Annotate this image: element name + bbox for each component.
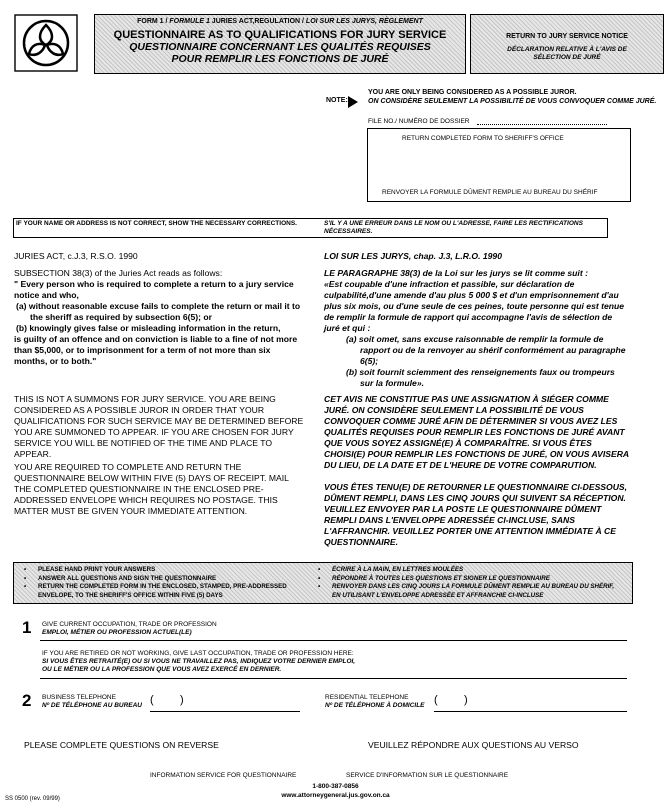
- pas-assignation-paragraph: CET AVIS NE CONSTITUE PAS UNE ASSIGNATION À SIÉGER COMME JURÉ. ON CONSIDÈRE SEULEMENT LA POSSIBILITÉ DE VOUS CONVOQUER COMME JURÉ AFIN DE DÉTERMINER SI VOUS AVEZ LES QUALITÉS REQUISES POUR REMPLIR LES FONCTIONS DE JURÉ AVANT QUE VOUS SOYEZ ASSIGNÉ(E) À COMPARAÎTRE. SI VOUS ÊTES CHOISI(E) POUR REMPLIR LES FONCTIONS DE JURÉ, ON VOUS AVISERA DU LIEU, DE LA DATE ET DE L'HEURE DE VOTRE COMPARUTION.: [324, 394, 629, 470]
- subsection-heading: SUBSECTION 38(3) of the Juries Act reads as follows:: [14, 268, 223, 278]
- form-number-line: FORM 1 / FORMULE 1 JURIES ACT,REGULATION / LOI SUR LES JURYS, RÈGLEMENT: [137, 18, 423, 25]
- file-number-field[interactable]: [477, 124, 607, 125]
- last-occupation-field[interactable]: [40, 677, 627, 679]
- form-title-fr-1: QUESTIONNAIRE CONCERNANT LES QUALITÉS REQUISES: [129, 41, 431, 53]
- instruction-fr-1: ÉCRIRE À LA MAIN, EN LETTRES MOULÉES: [332, 566, 464, 573]
- residential-phone-field[interactable]: [434, 710, 627, 712]
- business-phone-paren-close: ): [180, 694, 184, 706]
- residential-phone-label-fr: Nº DE TÉLÉPHONE À DOMICILE: [325, 702, 425, 709]
- info-website: www.attorneygeneral.jus.gov.on.ca: [281, 792, 390, 799]
- instruction-en-1: PLEASE HAND PRINT YOUR ANSWERS: [38, 566, 156, 573]
- residential-phone-label-en: RESIDENTIAL TELEPHONE: [325, 694, 409, 701]
- address-correction-fr: S'IL Y A UNE ERREUR DANS LE NOM OU L'ADRESSE, FAIRE LES RECTIFICATIONS NÉCESSAIRES.: [324, 220, 583, 235]
- return-label-en: RETURN COMPLETED FORM TO SHERIFF'S OFFICE: [402, 135, 564, 142]
- form-title-fr-2: POUR REMPLIR LES FONCTIONS DE JURÉ: [171, 53, 389, 65]
- note-text-fr: ON CONSIDÈRE SEULEMENT LA POSSIBILITÉ DE VOUS CONVOQUER COMME JURÉ.: [368, 98, 657, 105]
- instruction-fr-2: RÉPONDRE À TOUTES LES QUESTIONS ET SIGNER LE QUESTIONNAIRE: [332, 574, 550, 582]
- q1-retired-fr-1: SI VOUS ÊTES RETRAITÉ(E) OU SI VOUS NE TRAVAILLEZ PAS, INDIQUEZ VOTRE DERNIER EMPLOI,: [42, 658, 356, 665]
- business-phone-field[interactable]: [150, 710, 300, 712]
- loi-heading: LOI SUR LES JURYS, chap. J.3, L.R.O. 1990: [324, 251, 502, 261]
- return-address-box: [367, 128, 631, 202]
- instructions-box: [13, 562, 633, 604]
- act-quote-fr-a: (a) soit omet, sans excuse raisonnable de remplir la formule de rapport ou de la renvoyer au shérif conformément au paragraphe 6(5);: [346, 334, 626, 366]
- act-quote-fr-intro: «Est coupable d'une infraction et passible, sur déclaration de culpabilité,d'une amende d'au plus 5 000 $ et d'un emprisonnement d'au plus six mois, ou d'une seule de ces peines, toute personne qui est tenue de remplir la formule de rapport qui accompagne l'avis de sélection de juré et qui :: [324, 279, 625, 333]
- notice-title-en: RETURN TO JURY SERVICE NOTICE: [506, 33, 628, 40]
- return-label-fr: RENVOYER LA FORMULE DÛMENT REMPLIE AU BUREAU DU SHÉRIF: [382, 189, 598, 196]
- juries-act-heading: JURIES ACT, c.J.3, R.S.O. 1990: [14, 251, 138, 261]
- jury-notice-box: [470, 14, 664, 74]
- complete-reverse-fr: VEUILLEZ RÉPONDRE AUX QUESTIONS AU VERSO: [368, 740, 579, 750]
- form-title-box: [94, 14, 466, 74]
- ontario-trillium-logo: [14, 14, 78, 72]
- current-occupation-field[interactable]: [40, 639, 627, 641]
- act-quote-en-a: (a) without reasonable excuse fails to complete the return or mail it to the sheriff as required by subsection 6(5); or: [16, 301, 301, 322]
- notice-title-fr-1: DÉCLARATION RELATIVE À L'AVIS DE: [507, 46, 627, 53]
- note-text-en: YOU ARE ONLY BEING CONSIDERED AS A POSSIBLE JUROR.: [368, 89, 577, 96]
- address-correction-en: IF YOUR NAME OR ADDRESS IS NOT CORRECT, SHOW THE NECESSARY CORRECTIONS.: [16, 220, 297, 227]
- retourner-paragraph: VOUS ÊTES TENU(E) DE RETOURNER LE QUESTIONNAIRE CI-DESSOUS, DÛMENT REMPLI, DANS LES CINQ JOURS QUI SUIVENT SA RÉCEPTION. VEUILLEZ ENVOYER PAR LA POSTE LE QUESTIONNAIRE DÛMENT REMPLI DANS L'ENVELOPPE ADRESSÉE CI-INCLUSE, SANS L'AFFRANCHIR. VEUILLEZ PORTER UNE ATTENTION IMMÉDIATE À CE QUESTIONNAIRE.: [324, 482, 628, 547]
- business-phone-paren-open: (: [150, 694, 154, 706]
- act-quote-fr: [324, 279, 629, 389]
- business-phone-label-en: BUSINESS TELEPHONE: [42, 694, 116, 701]
- note-arrow-icon: [348, 95, 358, 113]
- q1-retired-en: IF YOU ARE RETIRED OR NOT WORKING, GIVE LAST OCCUPATION, TRADE OR PROFESSION HERE:: [42, 650, 354, 657]
- residential-phone-paren-open: (: [434, 694, 438, 706]
- act-quote-en: [14, 279, 306, 367]
- instruction-en-2: ANSWER ALL QUESTIONS AND SIGN THE QUESTIONNAIRE: [38, 574, 217, 582]
- instruction-fr-3: RENVOYER DANS LES CINQ JOURS LA FORMULE DÛMENT REMPLIE AU BUREAU DU SHÉRIF, EN UTILISANT L'ENVELOPPE ADRESSÉE ET AFFRANCHIE CI-INCLUSE: [332, 583, 615, 599]
- question-2-number: 2: [22, 691, 32, 710]
- info-service-en: INFORMATION SERVICE FOR QUESTIONNAIRE: [150, 772, 297, 779]
- act-quote-en-intro: " Every person who is required to complete a return to a jury service notice and who,: [14, 279, 294, 300]
- q1-retired-fr-2: OU LE MÉTIER OU LA PROFESSION QUE VOUS AVEZ EXERCÉ EN DERNIER.: [42, 666, 282, 673]
- paragraphe-heading: LE PARAGRAPHE 38(3) de la Loi sur les jurys se lit comme suit :: [324, 268, 588, 278]
- question-1-number: 1: [22, 618, 32, 637]
- return-requirement-paragraph: YOU ARE REQUIRED TO COMPLETE AND RETURN THE QUESTIONNAIRE BELOW WITHIN FIVE (5) DAYS OF RECEIPT. MAIL THE COMPLETED QUESTIONNAIRE IN THE ENCLOSED PRE-ADDRESSED ENVELOPE WHICH REQUIRES NO POSTAGE. THIS MATTER MUST BE GIVEN YOUR IMMEDIATE ATTENTION.: [14, 462, 289, 516]
- address-correction-bar: [13, 218, 608, 238]
- instructions-fr: • ÉCRIRE À LA MAIN, EN LETTRES MOULÉES • RÉPONDRE À TOUTES LES QUESTIONS ET SIGNER LE QUESTIONNAIRE • RENVOYER DANS LES CINQ JOURS LA FORMULE DÛMENT REMPLIE AU BUREAU DU SHÉRIF, EN UTILISANT L'ENVELOPPE ADRESSÉE ET AFFRANCHIE CI-INCLUSE: [318, 566, 624, 600]
- note-label: NOTE:: [326, 97, 348, 104]
- business-phone-label-fr: Nº DE TÉLÉPHONE AU BUREAU: [42, 702, 143, 709]
- form-code: SS 0500 (rev. 09/99): [5, 796, 60, 802]
- residential-phone-paren-close: ): [464, 694, 468, 706]
- q1-label-en: GIVE CURRENT OCCUPATION, TRADE OR PROFESSION: [42, 621, 217, 628]
- act-quote-en-b: (b) knowingly gives false or misleading information in the return,: [16, 323, 281, 333]
- instruction-en-3: RETURN THE COMPLETED FORM IN THE ENCLOSED, STAMPED, PRE-ADDRESSED ENVELOPE, TO THE SHERIFF'S OFFICE WITHIN FIVE (5) DAYS: [38, 583, 287, 599]
- instructions-en: • PLEASE HAND PRINT YOUR ANSWERS • ANSWER ALL QUESTIONS AND SIGN THE QUESTIONNAIRE • RETURN THE COMPLETED FORM IN THE ENCLOSED, STAMPED, PRE-ADDRESSED ENVELOPE, TO THE SHERIFF'S OFFICE WITHIN FIVE (5) DAYS: [24, 566, 314, 600]
- not-summons-paragraph: THIS IS NOT A SUMMONS FOR JURY SERVICE. YOU ARE BEING CONSIDERED AS A POSSIBLE JUROR IN ORDER THAT YOUR QUALIFICATIONS FOR SUCH SERVICE MAY BE DETERMINED BEFORE YOU ARE SUMMONED TO APPEAR. IF YOU ARE CHOSEN FOR JURY SERVICE YOU WILL BE NOTIFIED OF THE TIME AND PLACE TO APPEAR.: [14, 394, 304, 459]
- act-quote-fr-b: (b) soit fournit sciemment des renseignements faux ou trompeurs sur la formule».: [346, 367, 615, 388]
- info-phone-number: 1-800-387-0856: [312, 783, 359, 790]
- q1-label-fr: EMPLOI, MÉTIER OU PROFESSION ACTUEL(LE): [42, 629, 192, 636]
- notice-title-fr-2: SÉLECTION DE JURÉ: [533, 54, 601, 61]
- act-quote-en-penalty: is guilty of an offence and on conviction is liable to a fine of not more than $5,000, or to imprisonment for a term of not more than six months, or to both.": [14, 334, 298, 366]
- file-number-label: FILE NO./ NUMÉRO DE DOSSIER: [368, 118, 470, 125]
- info-service-fr: SERVICE D'INFORMATION SUR LE QUESTIONNAIRE: [346, 772, 509, 779]
- form-title-en: QUESTIONNAIRE AS TO QUALIFICATIONS FOR JURY SERVICE: [113, 29, 447, 41]
- complete-reverse-en: PLEASE COMPLETE QUESTIONS ON REVERSE: [24, 740, 219, 750]
